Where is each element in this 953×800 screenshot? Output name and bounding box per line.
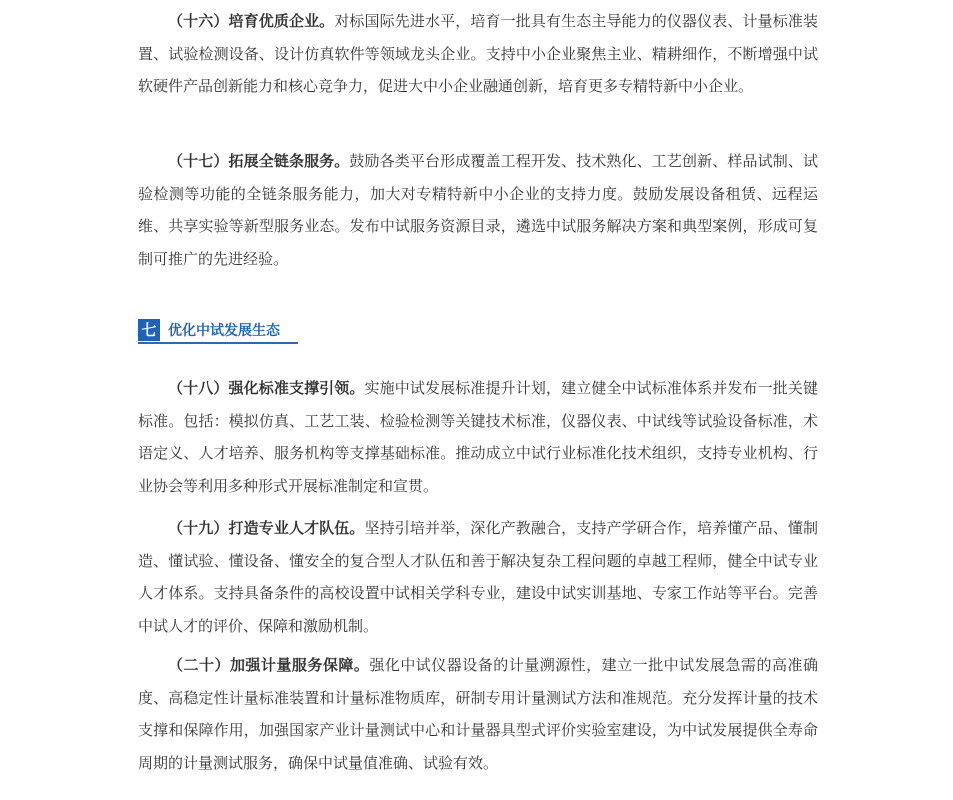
paragraph-20-body: 强化中试仪器设备的计量溯源性，建立一批中试发展急需的高准确度、高稳定性计量标准装置和计量标准物质库，研制专用计量测试方法和准规范。充分发挥计量的技术支撑和保障作用，加强国家产业计量测试中心和计量器具型式评价实验室建设，为中试发展提供全寿命周期的计量测试服务，确保中试量值准确、试验有效。 xyxy=(138,656,818,772)
paragraph-16-lead: （十六）培育优质企业。 xyxy=(168,12,335,30)
section-number-badge: 七 xyxy=(138,319,160,341)
paragraph-16 xyxy=(138,5,818,103)
paragraph-18 xyxy=(138,372,818,502)
paragraph-17-lead: （十七）拓展全链条服务。 xyxy=(168,152,350,170)
paragraph-19-lead: （十九）打造专业人才队伍。 xyxy=(168,519,365,537)
paragraph-19-body: 坚持引培并举，深化产教融合，支持产学研合作，培养懂产品、懂制造、懂试验、懂设备、懂安全的复合型人才队伍和善于解决复杂工程问题的卓越工程师，健全中试专业人才体系。支持具备条件的高校设置中试相关学科专业，建设中试实训基地、专家工作站等平台。完善中试人才的评价、保障和激励机制。 xyxy=(138,519,818,635)
paragraph-20 xyxy=(138,649,818,779)
paragraph-17 xyxy=(138,145,818,275)
section-title: 优化中试发展生态 xyxy=(168,323,280,339)
paragraph-18-body: 实施中试发展标准提升计划，建立健全中试标准体系并发布一批关键标准。包括：模拟仿真、工艺工装、检验检测等关键技术标准，仪器仪表、中试线等试验设备标准，术语定义、人才培养、服务机构等支撑基础标准。推动成立中试行业标准化技术组织，支持专业机构、行业协会等利用多种形式开展标准制定和宣贯。 xyxy=(138,379,818,495)
paragraph-16-body: 对标国际先进水平，培育一批具有生态主导能力的仪器仪表、计量标准装置、试验检测设备、设计仿真软件等领域龙头企业。支持中小企业聚焦主业、精耕细作，不断增强中试软硬件产品创新能力和核心竞争力，促进大中小企业融通创新，培育更多专精特新中小企业。 xyxy=(138,12,818,95)
section-heading xyxy=(138,318,298,344)
paragraph-18-lead: （十八）强化标准支撑引领。 xyxy=(168,379,365,397)
paragraph-20-lead: （二十）加强计量服务保障。 xyxy=(168,656,370,674)
paragraph-17-body: 鼓励各类平台形成覆盖工程开发、技术熟化、工艺创新、样品试制、试验检测等功能的全链条服务能力，加大对专精特新中小企业的支持力度。鼓励发展设备租赁、远程运维、共享实验等新型服务业态。发布中试服务资源目录，遴选中试服务解决方案和典型案例，形成可复制可推广的先进经验。 xyxy=(138,152,818,268)
paragraph-19 xyxy=(138,512,818,642)
